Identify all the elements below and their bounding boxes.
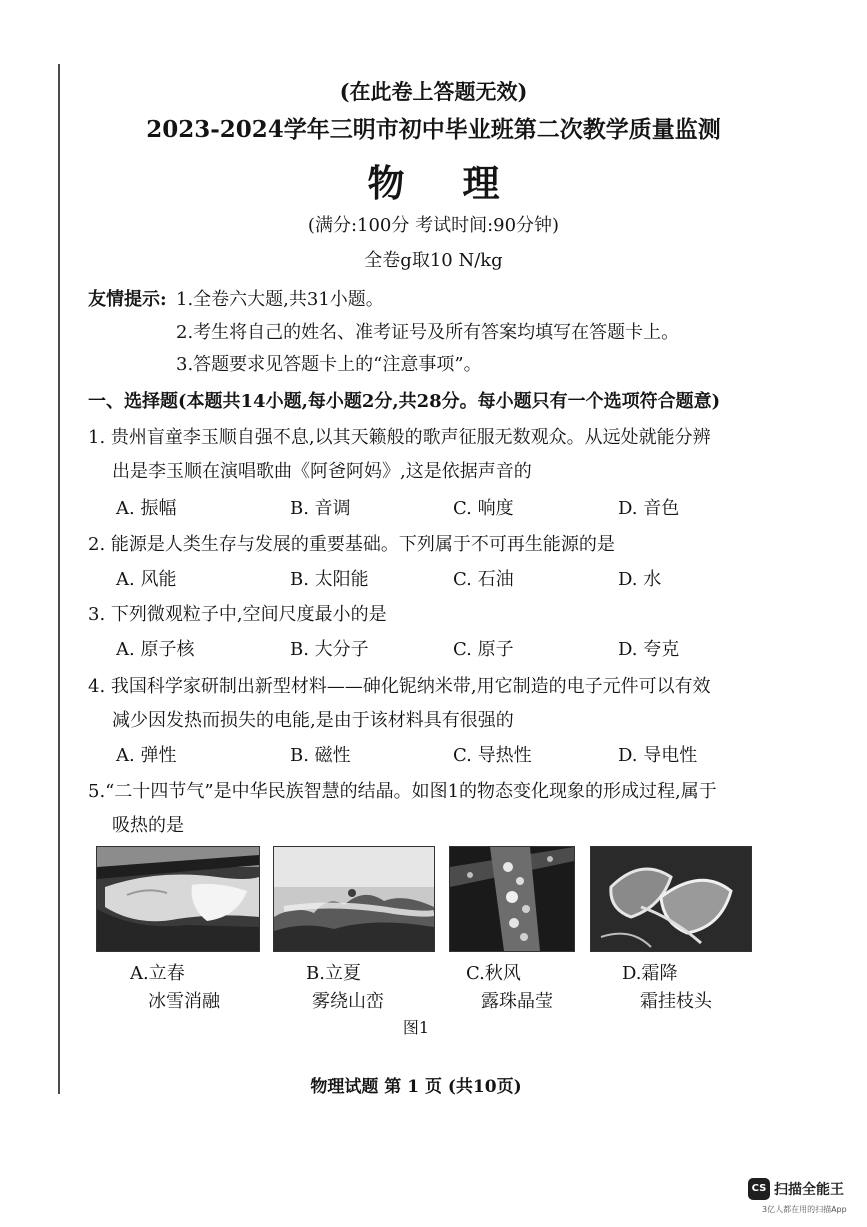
question-1-line-1: 1. 贵州盲童李玉顺自强不息,以其天籁般的歌声征服无数观众。从远处就能分辨: [88, 427, 711, 448]
question-3-option-a: A. 原子核: [116, 639, 195, 660]
question-4-option-b: B. 磁性: [290, 745, 351, 766]
photo-frost-leaves: [590, 846, 752, 952]
exam-notice: (在此卷上答题无效): [339, 79, 528, 104]
subject-title: 物理: [367, 161, 558, 205]
g-value-line: 全卷g取10 N/kg: [364, 250, 503, 271]
tip-item-3: 3.答题要求见答题卡上的“注意事项”。: [176, 354, 482, 375]
question-3-option-c: C. 原子: [453, 639, 514, 660]
question-3-line-1: 3. 下列微观粒子中,空间尺度最小的是: [88, 604, 387, 625]
tip-item-2: 2.考生将自己的姓名、准考证号及所有答案均填写在答题卡上。: [176, 322, 680, 343]
figure-option-b: B.立夏: [306, 963, 361, 984]
question-1-option-a: A. 振幅: [116, 498, 177, 519]
question-1-option-c: C. 响度: [453, 498, 514, 519]
page-footer: 物理试题 第 1 页 (共10页): [310, 1077, 522, 1097]
tip-item-1: 1.全卷六大题,共31小题。: [176, 289, 384, 310]
figure-option-c: C.秋风: [466, 963, 521, 984]
figure-desc-c: 露珠晶莹: [481, 991, 553, 1012]
camscanner-name: 扫描全能王: [774, 1182, 844, 1198]
figure-desc-a: 冰雪消融: [148, 991, 220, 1012]
question-2-option-a: A. 风能: [116, 569, 177, 590]
question-4-line-1: 4. 我国科学家研制出新型材料——砷化铌纳米带,用它制造的电子元件可以有效: [88, 676, 711, 697]
photo-dew-drops: [449, 846, 575, 952]
exam-title: 2023-2024学年三明市初中毕业班第二次教学质量监测: [146, 116, 721, 143]
score-time-line: (满分:100分 考试时间:90分钟): [307, 215, 560, 236]
question-2-option-b: B. 太阳能: [290, 569, 369, 590]
question-3-option-b: B. 大分子: [290, 639, 369, 660]
tips-label: 友情提示:: [88, 289, 167, 310]
photo-ice-melting: [96, 846, 260, 952]
section-heading: 一、选择题(本题共14小题,每小题2分,共28分。每小题只有一个选项符合题意): [88, 391, 721, 412]
question-5-line-1: 5.“二十四节气”是中华民族智慧的结晶。如图1的物态变化现象的形成过程,属于: [88, 781, 717, 802]
figure-option-d: D.霜降: [622, 963, 678, 984]
photo-misty-mountains: [273, 846, 435, 952]
question-4-option-c: C. 导热性: [453, 745, 532, 766]
question-1-option-b: B. 音调: [290, 498, 351, 519]
question-4-line-2: 减少因发热而损失的电能,是由于该材料具有很强的: [112, 710, 514, 731]
figure-desc-b: 雾绕山峦: [312, 991, 384, 1012]
question-2-line-1: 2. 能源是人类生存与发展的重要基础。下列属于不可再生能源的是: [88, 534, 615, 555]
question-1-line-2: 出是李玉顺在演唱歌曲《阿爸阿妈》,这是依据声音的: [112, 461, 532, 482]
question-1-option-d: D. 音色: [618, 498, 680, 519]
question-2-option-d: D. 水: [618, 569, 662, 590]
figure-option-a: A.立春: [130, 963, 185, 984]
camscanner-logo-icon: CS: [748, 1178, 770, 1200]
question-2-option-c: C. 石油: [453, 569, 514, 590]
question-4-option-a: A. 弹性: [116, 745, 177, 766]
question-3-option-d: D. 夸克: [618, 639, 680, 660]
question-4-option-d: D. 导电性: [618, 745, 698, 766]
question-5-line-2: 吸热的是: [112, 815, 184, 836]
figure-label: 图1: [402, 1018, 430, 1037]
figure-desc-d: 霜挂枝头: [640, 991, 712, 1012]
camscanner-tagline: 3亿人都在用的扫描App: [762, 1205, 847, 1214]
